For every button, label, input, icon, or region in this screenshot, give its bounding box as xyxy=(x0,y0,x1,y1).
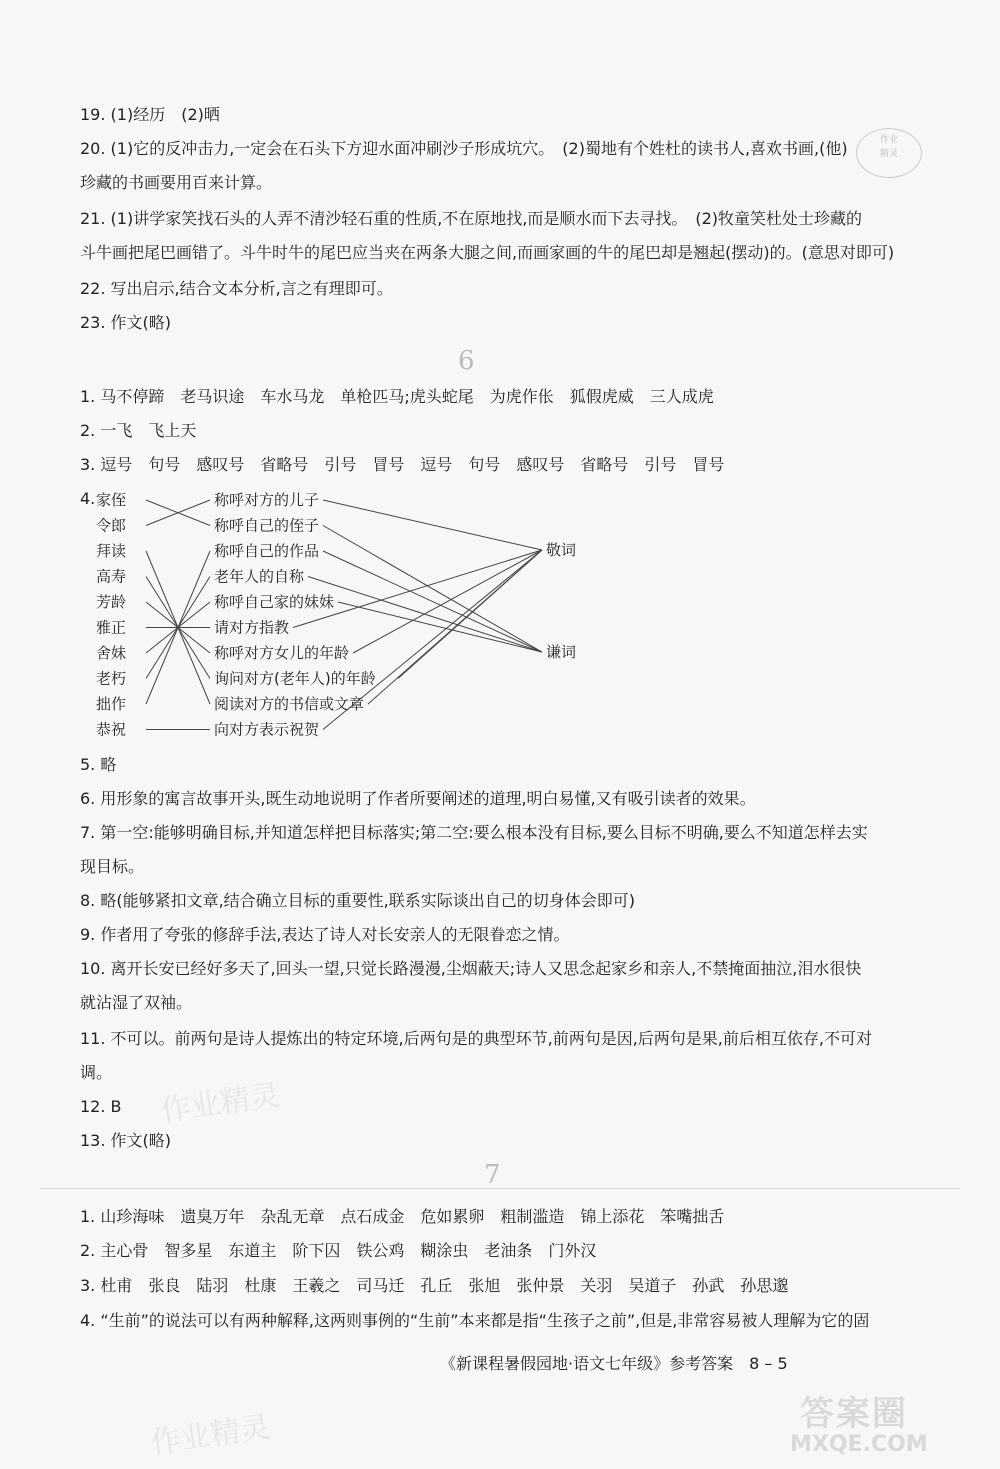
s7-answer-2: 2. 主心骨 智多星 东道主 阶下囚 铁公鸡 糊涂虫 老油条 门外汉 xyxy=(80,1241,597,1260)
s6-answer-8: 8. 略(能够紧扣文章,结合确立目标的重要性,联系实际谈出自己的切身体会即可) xyxy=(80,891,636,910)
section-7-number: 7 xyxy=(484,1160,501,1190)
s6-answer-13: 13. 作文(略) xyxy=(80,1131,172,1150)
section-divider xyxy=(40,1188,960,1189)
left-term-7: 老朽 xyxy=(96,669,127,688)
answer-20-cont: 珍藏的书画要用百来计算。 xyxy=(80,173,273,192)
s6-answer-7: 7. 第一空:能够明确目标,并知道怎样把目标落实;第二空:要么根本没有目标,要么目标不明确,要么不知道怎样去实 xyxy=(80,823,868,842)
site-logo-url: MXQE.COM xyxy=(790,1432,928,1457)
stamp-text-1: 作业 xyxy=(879,135,898,145)
left-term-0: 家侄 xyxy=(96,491,127,509)
middle-term-7: 询问对方(老年人)的年龄 xyxy=(214,669,376,688)
s7-answer-1: 1. 山珍海味 遗臭万年 杂乱无章 点石成金 危如累卵 粗制滥造 锦上添花 笨嘴拙舌 xyxy=(80,1207,725,1226)
answer-20: 20. (1)它的反冲击力,一定会在石头下方迎水面冲刷沙子形成坑穴。 (2)蜀地有个姓杜的读书人,喜欢书画,(他) xyxy=(80,139,848,158)
answer-23: 23. 作文(略) xyxy=(80,313,172,332)
watermark: 作业精灵 xyxy=(158,1077,283,1130)
link-middle-right-5 xyxy=(293,550,542,628)
stamp-mark xyxy=(856,128,922,178)
s7-answer-4: 4. “生前”的说法可以有两种解释,这两则事例的“生前”本来都是指“生孩子之前”,但是,非常容易被人理解为它的固 xyxy=(80,1311,870,1330)
left-term-2: 拜读 xyxy=(96,542,127,560)
middle-term-6: 称呼对方女儿的年龄 xyxy=(214,644,350,662)
section-6-number: 6 xyxy=(458,346,475,376)
s6-answer-5: 5. 略 xyxy=(80,755,117,774)
s6-answer-10: 10. 离开长安已经好多天了,回头一望,只觉长路漫漫,尘烟蔽天;诗人又思念起家乡和亲人,不禁掩面抽泣,泪水很快 xyxy=(80,959,862,978)
left-term-4: 芳龄 xyxy=(96,593,127,611)
link-middle-right-0 xyxy=(323,500,542,550)
middle-term-1: 称呼自己的侄子 xyxy=(214,516,320,535)
page-footer: 《新课程暑假园地·语文七年级》参考答案 8 – 5 xyxy=(440,1354,788,1373)
middle-term-9: 向对方表示祝贺 xyxy=(214,720,320,739)
link-middle-right-9 xyxy=(323,550,542,730)
s6-answer-11-cont: 调。 xyxy=(80,1063,113,1082)
matching-diagram xyxy=(90,484,630,744)
site-logo: 答案圈 xyxy=(800,1394,908,1434)
link-middle-right-6 xyxy=(353,550,542,653)
link-middle-right-8 xyxy=(368,550,542,704)
answer-22: 22. 写出启示,结合文本分析,言之有理即可。 xyxy=(80,279,393,298)
left-term-3: 高寿 xyxy=(96,567,127,586)
watermark-bottom: 作业精灵 xyxy=(148,1409,273,1462)
stamp-text-2: 精灵 xyxy=(879,149,898,159)
s6-answer-10-cont: 就沾湿了双袖。 xyxy=(80,993,193,1012)
middle-term-2: 称呼自己的作品 xyxy=(214,542,320,560)
s6-answer-1: 1. 马不停蹄 老马识途 车水马龙 单枪匹马;虎头蛇尾 为虎作伥 狐假虎威 三人成虎 xyxy=(80,387,714,406)
s6-answer-9: 9. 作者用了夸张的修辞手法,表达了诗人对长安亲人的无限眷恋之情。 xyxy=(80,925,570,944)
link-middle-right-1 xyxy=(323,526,542,653)
s6-q4-label: 4. xyxy=(80,489,96,508)
answer-21: 21. (1)讲学家笑找石头的人弄不清沙轻石重的性质,不在原地找,而是顺水而下去寻找。 (2)牧童笑杜处士珍藏的 xyxy=(80,209,863,228)
left-term-9: 恭祝 xyxy=(96,720,127,739)
s6-answer-6: 6. 用形象的寓言故事开头,既生动地说明了作者所要阐述的道理,明白易懂,又有吸引读者的效果。 xyxy=(80,789,756,808)
middle-term-0: 称呼对方的儿子 xyxy=(214,491,320,509)
s6-answer-7-cont: 现目标。 xyxy=(80,857,145,876)
right-term-0: 敬词 xyxy=(546,541,577,559)
s7-answer-3: 3. 杜甫 张良 陆羽 杜康 王羲之 司马迁 孔丘 张旭 张仲景 关羽 吴道子 孙武 孙思邈 xyxy=(80,1276,789,1295)
s6-answer-12: 12. B xyxy=(80,1097,122,1116)
middle-term-3: 老年人的自称 xyxy=(214,567,305,586)
answer-19: 19. (1)经历 (2)晒 xyxy=(80,105,220,124)
s6-answer-2: 2. 一飞 飞上天 xyxy=(80,421,197,440)
middle-term-4: 称呼自己家的妹妹 xyxy=(214,593,335,611)
left-term-5: 雅正 xyxy=(96,618,127,637)
link-middle-right-2 xyxy=(323,551,542,652)
left-term-6: 舍妹 xyxy=(96,644,127,662)
s6-answer-3: 3. 逗号 句号 感叹号 省略号 引号 冒号 逗号 句号 感叹号 省略号 引号 冒号 xyxy=(80,455,725,474)
s6-answer-11: 11. 不可以。前两句是诗人提炼出的特定环境,后两句是的典型环节,前两句是因,后两句是果,前后相互依存,不可对 xyxy=(80,1029,872,1048)
middle-term-8: 阅读对方的书信或文章 xyxy=(214,695,365,713)
left-term-8: 拙作 xyxy=(96,695,127,713)
right-term-1: 谦词 xyxy=(546,643,577,661)
middle-term-5: 请对方指教 xyxy=(214,618,290,637)
answer-21-cont: 斗牛画把尾巴画错了。斗牛时牛的尾巴应当夹在两条大腿之间,而画家画的牛的尾巴却是翘起(摆动)的。(意思对即可) xyxy=(80,243,895,262)
left-term-1: 令郎 xyxy=(96,516,127,535)
